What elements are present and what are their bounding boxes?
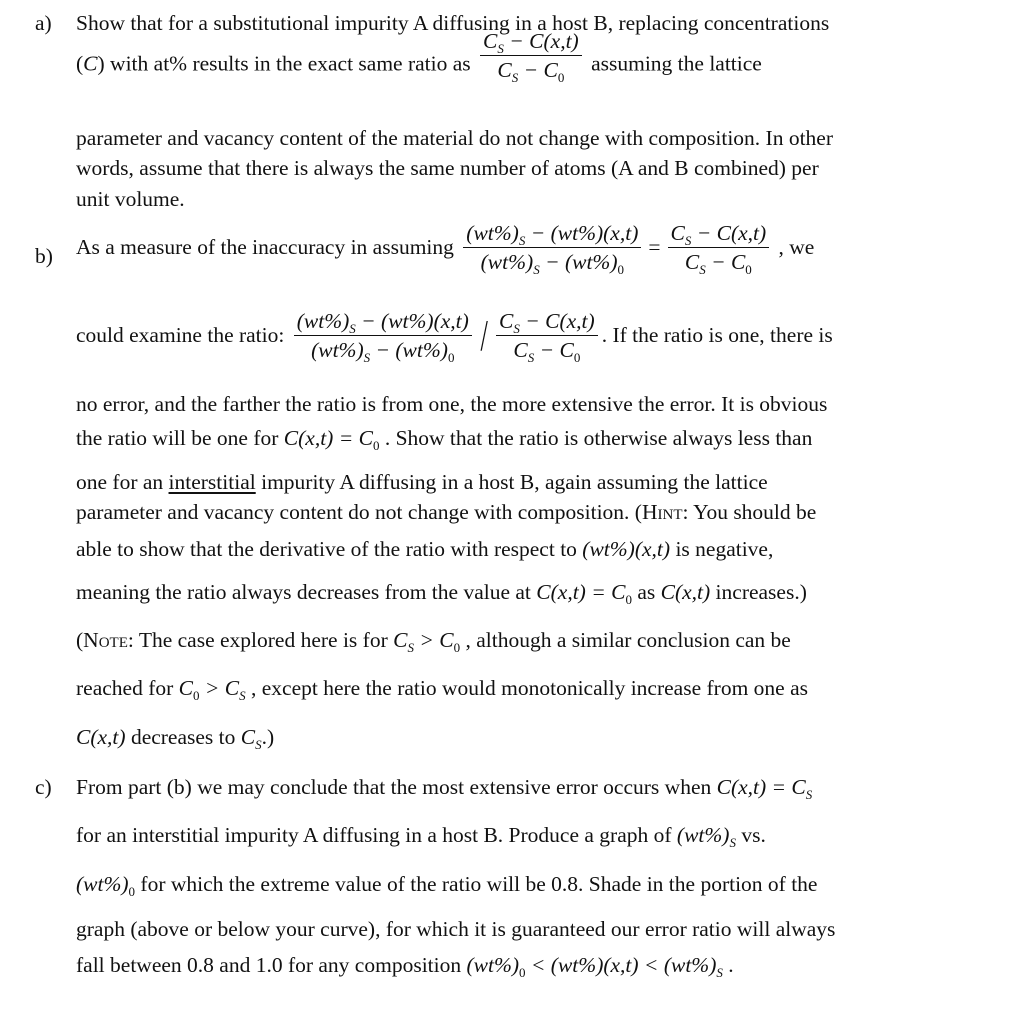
part-a-line-3: parameter and vacancy content of the material do not change with composition. In other [76,126,834,150]
fraction-concentration [668,221,770,277]
math-c-equals-c0: $C(x,t) = C_0$ [283,426,380,453]
math-var-c: C [83,51,98,76]
fraction-wt-percent [294,309,472,365]
math-wt-xt: (wt%)(x,t) [582,537,671,561]
part-c-line-3: $(wt\%)_0$ for which the extreme value of the ratio will be 0.8. Shade in the portion of the [76,872,818,899]
fraction-numerator: $C_S - C(x,t)$ [496,310,598,336]
part-b-line-9-note: (Note: The case explored here is for $C_S > C_0$ , although a similar conclusion can be [76,628,791,655]
part-b-line-8: meaning the ratio always decreases from the value at $C(x,t) = C_0$ as C(x,t) increases.) [76,580,807,607]
part-a-line-1: Show that for a substitutional impurity A diffusing in a host B, replacing concentrations [76,11,830,35]
text: assuming the lattice [591,51,762,76]
part-c-line-5: fall between 0.8 and 1.0 for any composition $(wt\%)_0 < (wt\%)(x,t) < (wt\%)_S$ . [76,953,734,980]
fraction-numerator: $C_S - C(x,t)$ [668,222,770,248]
part-b-line-7: able to show that the derivative of the ratio with respect to (wt%)(x,t) is negative, [76,537,774,561]
part-c-line-2: for an interstitial impurity A diffusing in a host B. Produce a graph of $(wt\%)_S$ vs. [76,823,766,850]
fraction-cs-c-over-cs-c0 [480,29,582,85]
fraction-numerator: $(wt\%)_S - (wt\%)(x,t)$ [294,310,472,336]
part-b-line-3: no error, and the farther the ratio is from one, the more extensive the error. It is obvious [76,392,828,416]
fraction-numerator: $C_S - C(x,t)$ [480,30,582,56]
fraction-wt-percent [463,221,641,277]
part-b-line-5: one for an interstitial impurity A diffusing in a host B, again assuming the lattice [76,470,768,494]
part-a-label: a) [35,11,52,35]
part-a-line-2 [76,29,762,85]
part-b-line-6: parameter and vacancy content do not change with composition. (Hint: You should be [76,500,817,524]
fraction-numerator: $(wt\%)_S - (wt\%)(x,t)$ [463,222,641,248]
part-a-line-5: unit volume. [76,187,185,211]
part-a-line-4: words, assume that there is always the same number of atoms (A and B combined) per [76,156,819,180]
hint-label: Hint [641,500,683,524]
fraction-denominator: $(wt\%)_S - (wt\%)_0$ [480,249,624,277]
fraction-denominator: $C_S - C_0$ [497,57,565,85]
underlined-interstitial: interstitial [168,470,256,494]
part-c-line-4: graph (above or below your curve), for which it is guaranteed our error ratio will always [76,917,836,941]
text: . If the ratio is one, there is [601,322,833,347]
text: could examine the ratio: [76,322,285,347]
fraction-denominator: $C_S - C_0$ [513,337,581,365]
part-b-line-10: reached for $C_0 > C_S$ , except here the ratio would monotonically increase from one as [76,676,808,703]
part-b-line-1 [76,221,815,277]
part-b-line-4: the ratio will be one for $C(x,t) = C_0$ . Show that the ratio is otherwise always less than [76,426,813,453]
equals-sign: = [648,234,661,259]
note-label: Note [83,628,128,652]
fraction-denominator: $C_S - C_0$ [684,249,752,277]
part-b-label: b) [35,244,53,268]
part-c-line-1: From part (b) we may conclude that the most extensive error occurs when $C(x,t) = C_S$ [76,775,813,802]
part-b-line-11: C(x,t) decreases to $C_S$.) [76,725,275,752]
text: ) with at% results in the exact same ratio as [97,51,471,76]
part-c-label: c) [35,775,52,799]
fraction-concentration [496,309,598,365]
fraction-denominator: $(wt\%)_S - (wt\%)_0$ [311,337,455,365]
text: ( [76,51,84,76]
part-b-line-2 [76,309,833,365]
division-slash: / [480,310,488,360]
text: As a measure of the inaccuracy in assuming [76,234,454,259]
text: , we [778,234,815,259]
